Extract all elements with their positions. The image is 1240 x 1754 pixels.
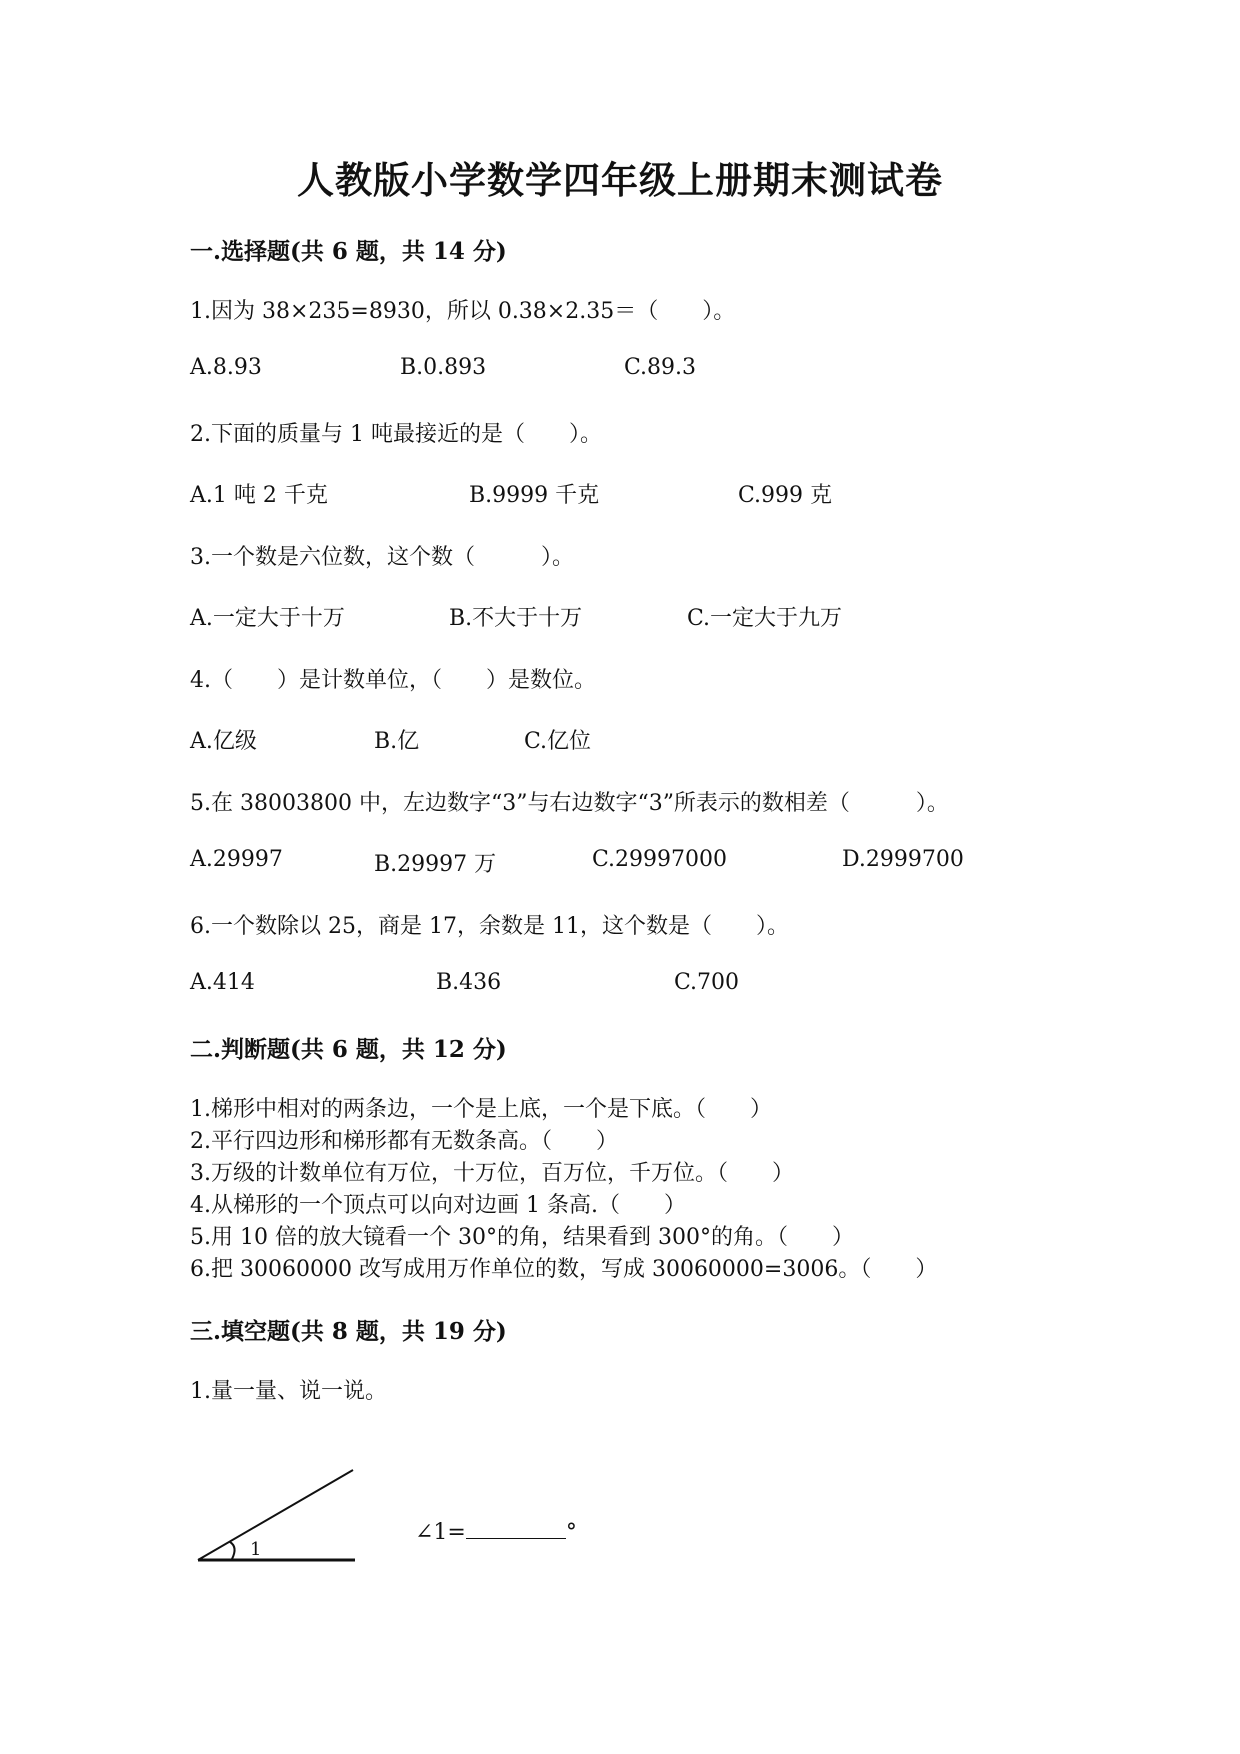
section-heading-choice: 一.选择题(共 6 题，共 14 分) bbox=[190, 238, 507, 265]
question-text: 6.一个数除以 25，商是 17，余数是 11，这个数是（ ）。 bbox=[190, 914, 789, 939]
option-d: D.2999700 bbox=[842, 847, 964, 872]
option-c: C.700 bbox=[674, 970, 740, 995]
option-a: A.亿级 bbox=[190, 729, 257, 754]
page-title: 人教版小学数学四年级上册期末测试卷 bbox=[297, 158, 943, 202]
option-a: A.8.93 bbox=[190, 355, 262, 380]
option-c: C.89.3 bbox=[624, 355, 697, 380]
option-b: B.亿 bbox=[374, 729, 420, 754]
option-b: B.0.893 bbox=[400, 355, 487, 380]
option-c: C.一定大于九万 bbox=[687, 606, 843, 631]
option-c: C.29997000 bbox=[592, 847, 728, 872]
judgment-item: 5.用 10 倍的放大镜看一个 30°的角，结果看到 300°的角。（ ） bbox=[190, 1225, 854, 1250]
option-b: B.436 bbox=[436, 970, 502, 995]
judgment-item: 4.从梯形的一个顶点可以向对边画 1 条高.（ ） bbox=[190, 1193, 686, 1218]
option-b: B.不大于十万 bbox=[449, 606, 583, 631]
question-text: 2.下面的质量与 1 吨最接近的是（ ）。 bbox=[190, 422, 602, 447]
option-b: B.29997 万 bbox=[374, 852, 497, 877]
angle-upper-ray bbox=[198, 1470, 353, 1560]
option-c: C.999 克 bbox=[738, 483, 833, 508]
judgment-item: 2.平行四边形和梯形都有无数条高。（ ） bbox=[190, 1129, 618, 1154]
option-a: A.1 吨 2 千克 bbox=[190, 483, 328, 508]
question-text: 5.在 38003800 中，左边数字“3”与右边数字“3”所表示的数相差（ ）。 bbox=[190, 791, 949, 816]
judgment-item: 6.把 30060000 改写成用万作单位的数，写成 30060000=3006。（ ） bbox=[190, 1257, 938, 1282]
option-b: B.9999 千克 bbox=[469, 483, 600, 508]
question-text: 4.（ ）是计数单位，（ ）是数位。 bbox=[190, 668, 596, 693]
judgment-item: 3.万级的计数单位有万位，十万位，百万位，千万位。（ ） bbox=[190, 1161, 794, 1186]
angle-answer bbox=[415, 1520, 577, 1545]
question-text: 3.一个数是六位数，这个数（ ）。 bbox=[190, 545, 574, 570]
angle-figure bbox=[190, 1462, 370, 1576]
option-a: A.29997 bbox=[190, 847, 283, 872]
option-c: C.亿位 bbox=[524, 729, 592, 754]
question-text: 1.因为 38×235=8930，所以 0.38×2.35＝（ ）。 bbox=[190, 299, 736, 324]
answer-prefix: ∠1= bbox=[415, 1520, 466, 1545]
angle-diagram bbox=[190, 1462, 370, 1572]
section-heading-fill: 三.填空题(共 8 题，共 19 分) bbox=[190, 1318, 507, 1345]
option-a: A.一定大于十万 bbox=[190, 606, 345, 631]
section-heading-judgment: 二.判断题(共 6 题，共 12 分) bbox=[190, 1036, 507, 1063]
judgment-item: 1.梯形中相对的两条边，一个是上底，一个是下底。（ ） bbox=[190, 1097, 772, 1122]
answer-suffix: ° bbox=[565, 1520, 577, 1545]
option-a: A.414 bbox=[190, 970, 255, 995]
angle-mark-label: 1 bbox=[250, 1539, 262, 1560]
answer-blank[interactable] bbox=[466, 1520, 566, 1539]
question-text: 1.量一量、说一说。 bbox=[190, 1379, 387, 1404]
angle-arc bbox=[230, 1542, 235, 1559]
